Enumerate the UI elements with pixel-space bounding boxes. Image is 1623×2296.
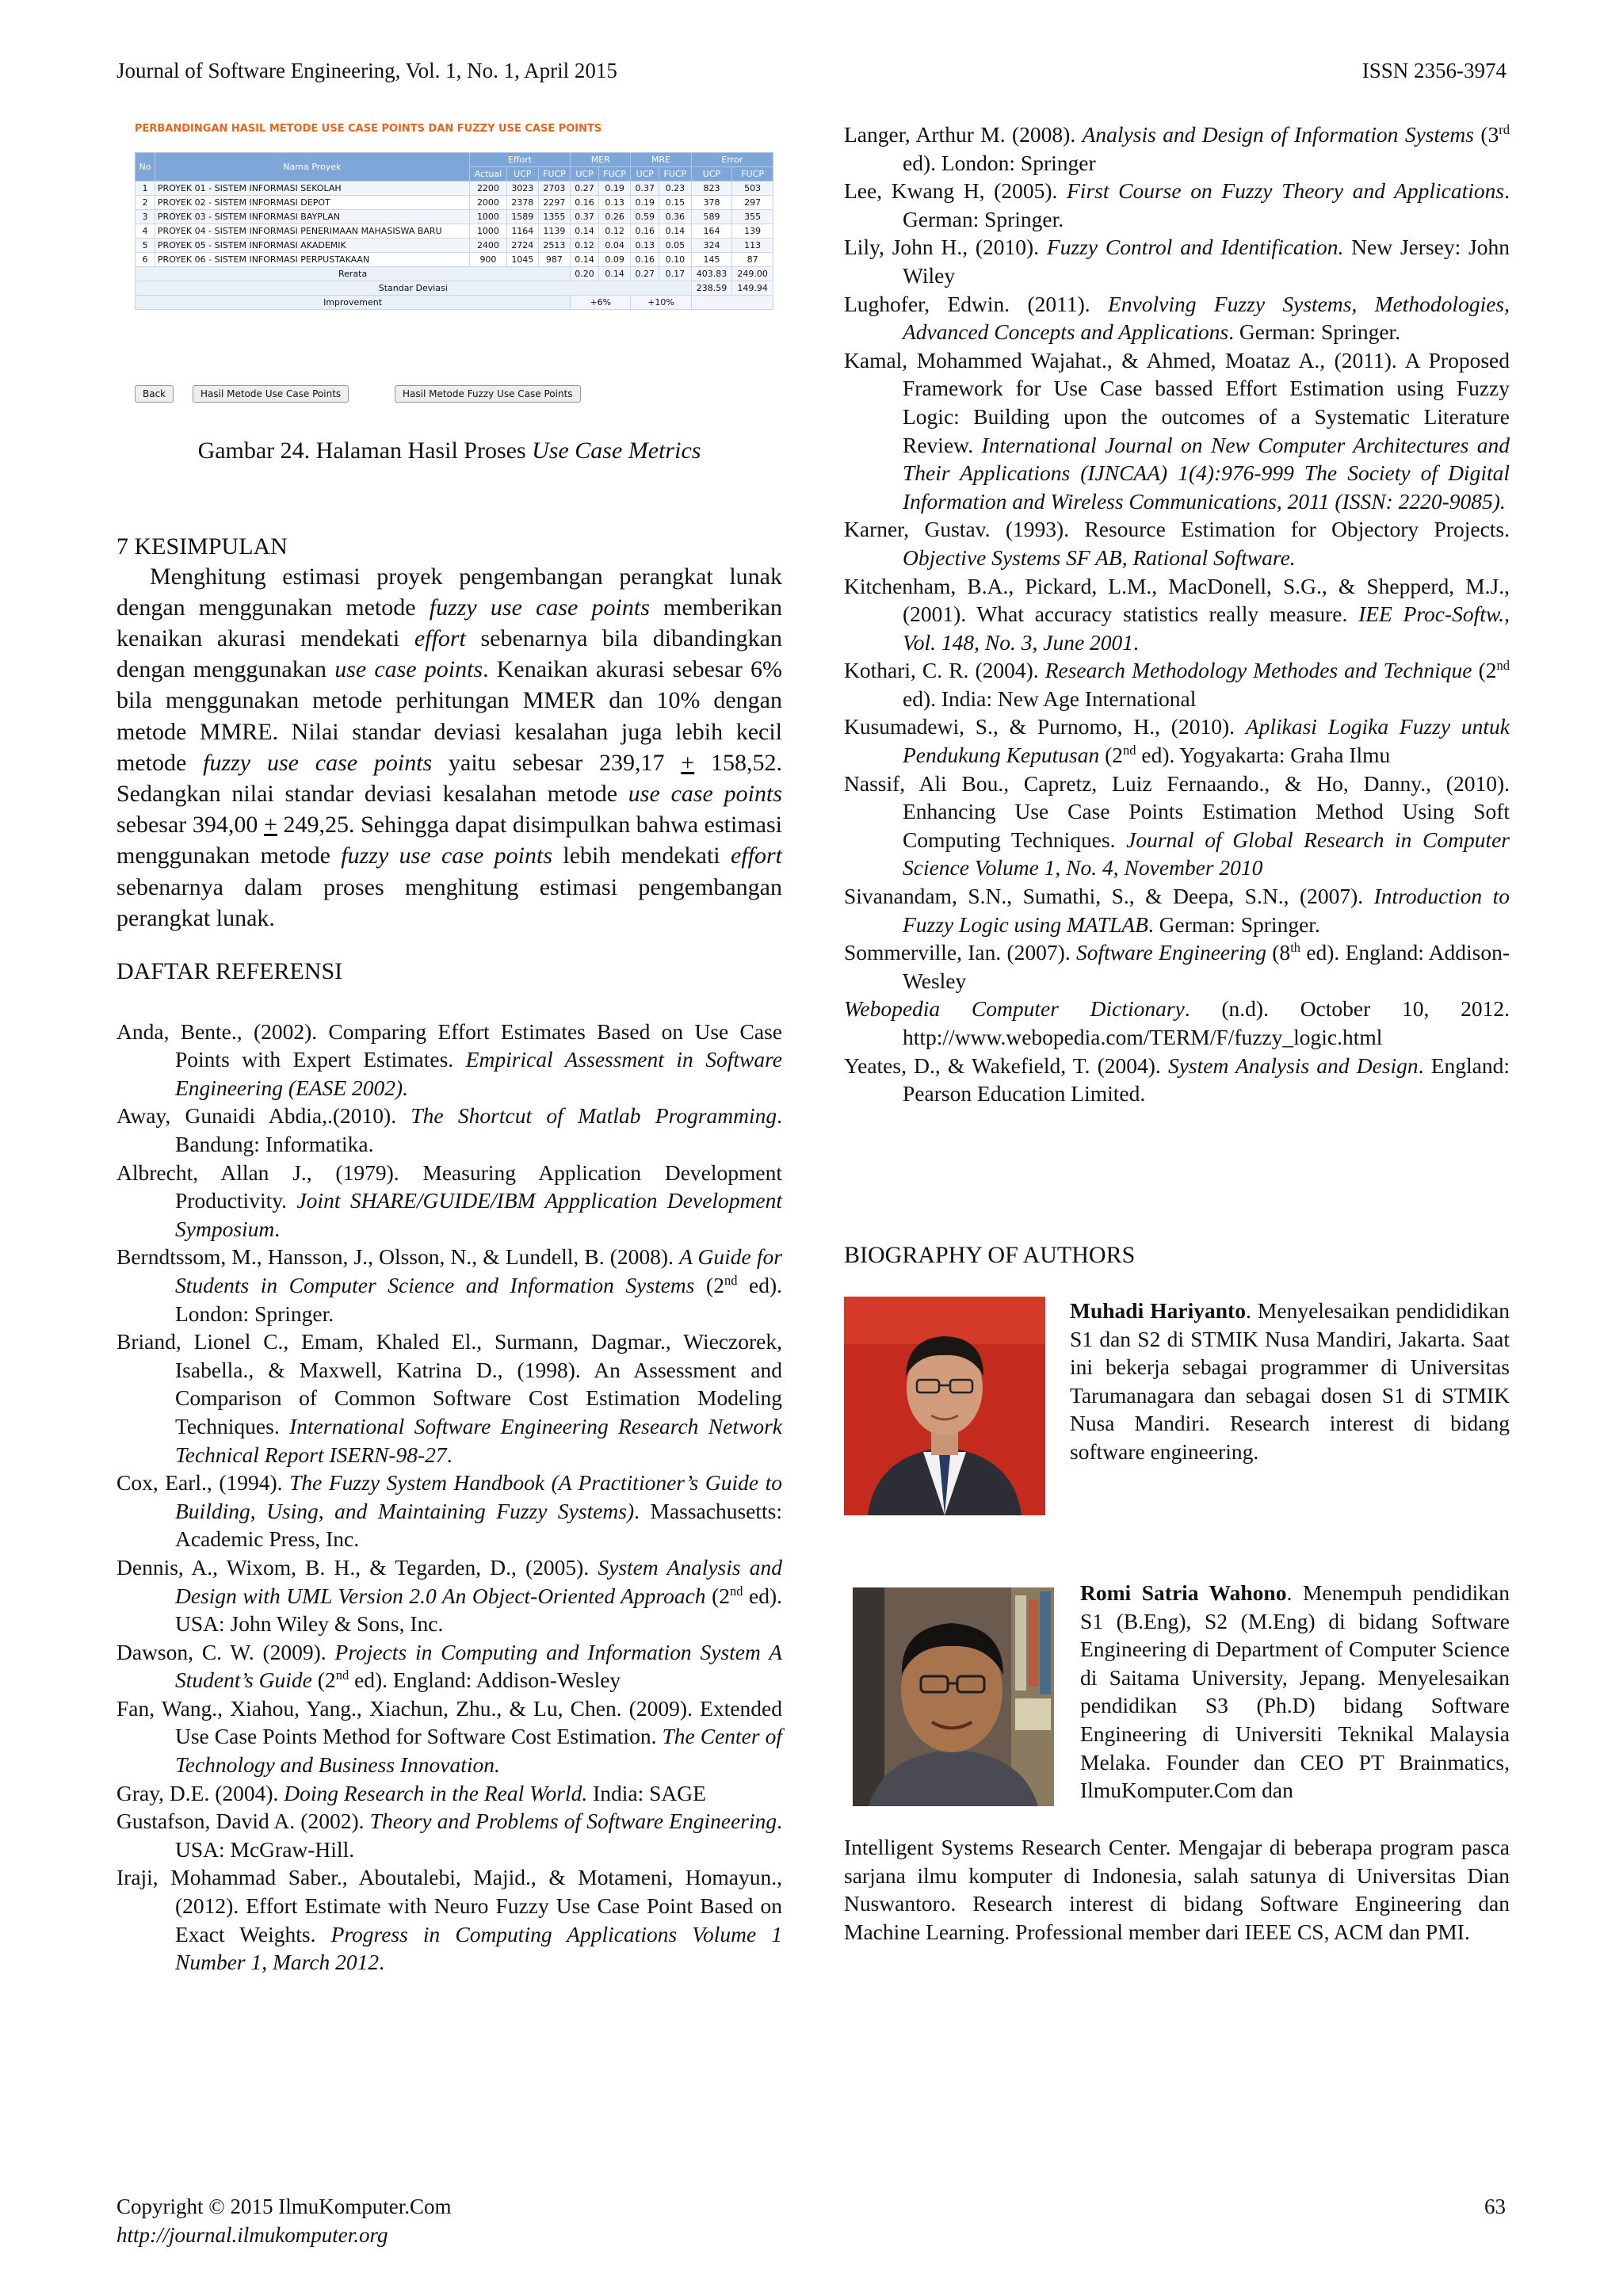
table-cell: 0.12 xyxy=(598,224,631,239)
stdev-val: 238.59 xyxy=(691,281,732,296)
conclusion-paragraph: Menghitung estimasi proyek pengembangan perangkat lunak dengan menggunakan metode fuzzy use case points memberikan kenaikan akurasi mendekati effort sebenarnya bila dibandingkan dengan menggunakan use case points. Kenaikan akurasi sebesar 6% bila menggunakan metode perhitungan MMER dan 10% dengan metode MMRE. Nilai standar deviasi kesalahan juga lebih kecil metode fuzzy use case points yaitu sebesar 239,17 + 158,52. Sedangkan nilai standar deviasi kesalahan metode use case points sebesar 394,00 + 249,25. Sehingga dapat disimpulkan bahwa estimasi menggunakan metode fuzzy use case points lebih mendekati effort sebenarnya dalam proses menghitung estimasi pengembangan perangkat lunak. xyxy=(116,563,783,931)
table-cell: PROYEK 05 - SISTEM INFORMASI AKADEMIK xyxy=(155,239,469,253)
stdev-label: Standar Deviasi xyxy=(136,281,692,296)
table-cell: 0.10 xyxy=(659,253,692,267)
reference: Kamal, Mohammed Wajahat., & Ahmed, Moataz A., (2011). A Proposed Framework for Use Case bassed Effort Estimation using Fuzzy Logic: Building upon the outcomes of a Systematic Literature Review. International Journal on New Computer Architectures and Their Applications (IJNCAA) 1(4):976-999 The Society of Digital Information and Wireless Communications, 2011 (ISSN: 2220-9085). xyxy=(844,347,1510,514)
right-column xyxy=(844,120,1510,1108)
table-cell: PROYEK 04 - SISTEM INFORMASI PENERIMAAN MAHASISWA BARU xyxy=(155,224,469,239)
table-row xyxy=(136,239,773,253)
bio-muhadi-text: Muhadi Hariyanto. Menyelesaikan pendididikan S1 dan S2 di STMIK Nusa Mandiri, Jakarta. Saat ini bekerja sebagai programmer di Universitas Tarumanagara dan sebagai dosen S1 di STMIK Nusa Mandiri. Research interest di bidang software engineering. xyxy=(1070,1298,1510,1464)
th-actual: Actual xyxy=(469,167,506,181)
table-cell: 0.13 xyxy=(631,239,659,253)
table-cell: 0.14 xyxy=(659,224,692,239)
table-cell: 297 xyxy=(732,196,773,210)
table-cell: PROYEK 03 - SISTEM INFORMASI BAYPLAN xyxy=(155,210,469,224)
table-cell: 87 xyxy=(732,253,773,267)
th-err-fucp: FUCP xyxy=(732,167,773,181)
table-cell: 589 xyxy=(691,210,732,224)
table-cell: 503 xyxy=(732,181,773,196)
table-cell: 0.19 xyxy=(598,181,631,196)
reference: Lee, Kwang H, (2005). First Course on Fuzzy Theory and Applications. German: Springer. xyxy=(844,178,1510,231)
table-cell: 823 xyxy=(691,181,732,196)
rerata-label: Rerata xyxy=(136,267,571,281)
table-cell: 164 xyxy=(691,224,732,239)
table-cell: 2724 xyxy=(506,239,538,253)
bio-romi-bottom xyxy=(844,1833,1510,1946)
th-mer-ucp: UCP xyxy=(571,167,599,181)
th-fucp: FUCP xyxy=(538,167,571,181)
table-cell: 1 xyxy=(136,181,155,196)
table-cell: 0.16 xyxy=(631,224,659,239)
table-cell: 1589 xyxy=(506,210,538,224)
table-cell: 987 xyxy=(538,253,571,267)
table-cell: 2513 xyxy=(538,239,571,253)
reference: Iraji, Mohammad Saber., Aboutalebi, Majid., & Motameni, Homayun., (2012). Effort Estimate with Neuro Fuzzy Use Case Point Based on Exact Weights. Progress in Computing Applications Volume 1 Number 1, March 2012. xyxy=(116,1865,783,1975)
reference: Nassif, Ali Bou., Capretz, Luiz Fernaando., & Ho, Danny., (2010). Enhancing Use Case Points Estimation Method Using Soft Computing Techniques. Journal of Global Research in Computer Science Volume 1, No. 4, November 2010 xyxy=(844,770,1510,881)
rerata-val: 0.20 xyxy=(571,267,599,281)
table-cell: 0.23 xyxy=(659,181,692,196)
table-cell: 2378 xyxy=(506,196,538,210)
table-row xyxy=(136,253,773,267)
reference: Gray, D.E. (2004). Doing Research in the Real World. India: SAGE xyxy=(116,1780,706,1805)
table-cell: 1164 xyxy=(506,224,538,239)
reference: Kusumadewi, S., & Purnomo, H., (2010). Aplikasi Logika Fuzzy untuk Pendukung Keputusan (2nd ed). Yogyakarta: Graha Ilmu xyxy=(844,714,1510,768)
th-mre: MRE xyxy=(631,153,691,167)
reference: Karner, Gustav. (1993). Resource Estimation for Objectory Projects. Objective Systems SF AB, Rational Software. xyxy=(844,517,1510,570)
table-cell: 0.15 xyxy=(659,196,692,210)
table-cell: 2000 xyxy=(469,196,506,210)
references-title: DAFTAR REFERENSI xyxy=(116,958,343,985)
table-cell: 0.14 xyxy=(571,253,599,267)
reference: Kitchenham, B.A., Pickard, L.M., MacDonell, S.G., & Shepperd, M.J., (2001). What accuracy statistics really measure. IEE Proc-Softw., Vol. 148, No. 3, June 2001. xyxy=(844,573,1510,655)
reference: Briand, Lionel C., Emam, Khaled El., Surmann, Dagmar., Wieczorek, Isabella., & Maxwell, Katrina D., (1998). An Assessment and Comparison of Common Software Cost Estimation Modeling Techniques. International Software Engineering Research Network Technical Report ISERN-98-27. xyxy=(116,1329,782,1467)
table-cell: 355 xyxy=(732,210,773,224)
reference: Gustafson, David A. (2002). Theory and Problems of Software Engineering. USA: McGraw-Hill. xyxy=(116,1809,783,1862)
issn-header: ISSN 2356-3974 xyxy=(1361,59,1507,82)
table-cell: 3023 xyxy=(506,181,538,196)
stdev-val: 149.94 xyxy=(732,281,773,296)
table-row xyxy=(136,196,773,210)
table-cell: 0.14 xyxy=(571,224,599,239)
table-cell: 0.12 xyxy=(571,239,599,253)
table-cell: 4 xyxy=(136,224,155,239)
table-cell: PROYEK 06 - SISTEM INFORMASI PERPUSTAKAAN xyxy=(155,253,469,267)
reference: Berndtssom, M., Hansson, J., Olsson, N., & Lundell, B. (2008). A Guide for Students in Computer Science and Information Systems (2nd ed). London: Springer. xyxy=(116,1244,782,1326)
figure-ucp-results xyxy=(133,113,773,418)
reference: Sivanandam, S.N., Sumathi, S., & Deepa, S.N., (2007). Introduction to Fuzzy Logic using MATLAB. German: Springer. xyxy=(844,884,1510,937)
table-cell: 0.26 xyxy=(598,210,631,224)
reference: Lughofer, Edwin. (2011). Envolving Fuzzy Systems, Methodologies, Advanced Concepts and Applications. German: Springer. xyxy=(844,291,1510,345)
table-cell: 2400 xyxy=(469,239,506,253)
journal-url[interactable]: http://journal.ilmukomputer.org xyxy=(116,2223,388,2247)
reference: Yeates, D., & Wakefield, T. (2004). System Analysis and Design. England: Pearson Education Limited. xyxy=(844,1052,1510,1106)
table-cell: 0.37 xyxy=(571,210,599,224)
biography-title: BIOGRAPHY OF AUTHORS xyxy=(844,1242,1136,1268)
table-cell: 1139 xyxy=(538,224,571,239)
table-cell: 0.16 xyxy=(571,196,599,210)
table-cell: 139 xyxy=(732,224,773,239)
table-cell: 2 xyxy=(136,196,155,210)
bio-romi-text-2: Intelligent Systems Research Center. Mengajar di beberapa program pasca sarjana ilmu komputer di Indonesia, salah satunya di Universitas Dian Nuswantoro. Research interest di bidang Software Engineering dan Machine Learning. Professional member dari IEEE CS, ACM dan PMI. xyxy=(844,1835,1510,1944)
reference: Dawson, C. W. (2009). Projects in Computing and Information System A Student’s Guide (2nd ed). England: Addison-Wesley xyxy=(116,1639,782,1693)
page-number: 63 xyxy=(1484,2195,1506,2218)
improvement-mer: +6% xyxy=(571,296,631,310)
table-cell: PROYEK 02 - SISTEM INFORMASI DEPOT xyxy=(155,196,469,210)
journal-header: Journal of Software Engineering, Vol. 1, No. 1, April 2015 xyxy=(116,59,617,82)
th-ucp: UCP xyxy=(506,167,538,181)
bio-romi-top xyxy=(1080,1579,1510,1805)
reference: Lily, John H., (2010). Fuzzy Control and Identification. New Jersey: John Wiley xyxy=(844,235,1510,288)
table-cell: 324 xyxy=(691,239,732,253)
th-mer: MER xyxy=(571,153,631,167)
table-cell: 0.37 xyxy=(631,181,659,196)
reference: Webopedia Computer Dictionary. (n.d). October 10, 2012. http://www.webopedia.com/TERM/F/fuzzy_logic.html xyxy=(844,996,1510,1049)
table-cell: 1000 xyxy=(469,224,506,239)
table-cell: 0.59 xyxy=(631,210,659,224)
table-cell: 2200 xyxy=(469,181,506,196)
th-mre-fucp: FUCP xyxy=(659,167,692,181)
table-cell: 0.13 xyxy=(598,196,631,210)
left-column xyxy=(116,533,782,1977)
table-cell: 0.16 xyxy=(631,253,659,267)
bio-muhadi xyxy=(1070,1297,1510,1466)
rerata-val: 0.27 xyxy=(631,267,659,281)
table-cell: 2297 xyxy=(538,196,571,210)
reference: Sommerville, Ian. (2007). Software Engineering (8th ed). England: Addison-Wesley xyxy=(844,940,1510,993)
improvement-mre: +10% xyxy=(631,296,691,310)
results-table xyxy=(135,152,773,310)
table-row xyxy=(136,224,773,239)
table-cell: 0.05 xyxy=(659,239,692,253)
table-cell: 145 xyxy=(691,253,732,267)
improvement-label: Improvement xyxy=(136,296,571,310)
reference: Cox, Earl., (1994). The Fuzzy System Handbook (A Practitioner’s Guide to Building, Using, and Maintaining Fuzzy Systems). Massachusetts: Academic Press, Inc. xyxy=(116,1470,782,1552)
reference: Dennis, A., Wixom, B. H., & Tegarden, D., (2005). System Analysis and Design with UML Version 2.0 An Object-Oriented Approach (2nd ed). USA: John Wiley & Sons, Inc. xyxy=(116,1554,782,1637)
table-cell: 1045 xyxy=(506,253,538,267)
table-cell: 0.36 xyxy=(659,210,692,224)
footer-left xyxy=(116,2192,452,2249)
ui-title: PERBANDINGAN HASIL METODE USE CASE POINTS DAN FUZZY USE CASE POINTS xyxy=(135,123,602,135)
table-cell: 5 xyxy=(136,239,155,253)
th-no: No xyxy=(136,153,155,181)
bio-romi-text-1: Romi Satria Wahono. Menempuh pendidikan S1 (B.Eng), S2 (M.Eng) di bidang Software Engineering di Department of Computer Science di Saitama University, Jepang. Menyelesaikan pendidikan S3 (Ph.D) bidang Software Engineering di Universiti Teknikal Malaysia Melaka. Founder dan CEO PT Brainmatics, IlmuKomputer.Com dan xyxy=(1080,1580,1510,1803)
reference: Away, Gunaidi Abdia,.(2010). The Shortcut of Matlab Programming. Bandung: Informatika. xyxy=(116,1103,783,1156)
reference: Kothari, C. R. (2004). Research Methodology Methodes and Technique (2nd ed). India: New Age International xyxy=(844,658,1510,711)
table-cell: PROYEK 01 - SISTEM INFORMASI SEKOLAH xyxy=(155,181,469,196)
table-row xyxy=(136,181,773,196)
table-row xyxy=(136,210,773,224)
table-cell: 0.04 xyxy=(598,239,631,253)
table-cell: 0.27 xyxy=(571,181,599,196)
reference: Albrecht, Allan J., (1979). Measuring Application Development Productivity. Joint SHARE/GUIDE/IBM Appplication Development Symposium. xyxy=(116,1159,782,1241)
author-photo-muhadi xyxy=(844,1297,1045,1515)
reference: Anda, Bente., (2002). Comparing Effort Estimates Based on Use Case Points with Expert Estimates. Empirical Assessment in Software Engineering (EASE 2002). xyxy=(116,1018,782,1100)
table-cell: 900 xyxy=(469,253,506,267)
reference: Fan, Wang., Xiahou, Yang., Xiachun, Zhu., & Lu, Chen. (2009). Extended Use Case Points Method for Software Cost Estimation. The Center of Technology and Business Innovation. xyxy=(116,1695,782,1778)
rerata-val: 0.14 xyxy=(598,267,631,281)
rerata-val: 249.00 xyxy=(732,267,773,281)
rerata-val: 0.17 xyxy=(659,267,692,281)
table-cell: 113 xyxy=(732,239,773,253)
reference: Langer, Arthur M. (2008). Analysis and Design of Information Systems (3rd ed). London: Springer xyxy=(844,121,1510,175)
fucp-result-button[interactable]: Hasil Metode Fuzzy Use Case Points xyxy=(395,385,581,403)
table-cell: 1000 xyxy=(469,210,506,224)
table-cell: 0.09 xyxy=(598,253,631,267)
table-cell: 3 xyxy=(136,210,155,224)
ucp-result-button[interactable]: Hasil Metode Use Case Points xyxy=(193,385,349,403)
table-cell: 2703 xyxy=(538,181,571,196)
th-mre-ucp: UCP xyxy=(631,167,659,181)
th-name: Nama Proyek xyxy=(155,153,469,181)
author-photo-romi xyxy=(853,1587,1054,1806)
table-cell: 378 xyxy=(691,196,732,210)
th-error: Error xyxy=(691,153,773,167)
th-err-ucp: UCP xyxy=(691,167,732,181)
table-cell: 0.19 xyxy=(631,196,659,210)
table-cell: 6 xyxy=(136,253,155,267)
rerata-val: 403.83 xyxy=(691,267,732,281)
figure-caption: Gambar 24. Halaman Hasil Proses Use Case Metrics xyxy=(197,437,701,464)
th-mer-fucp: FUCP xyxy=(598,167,631,181)
th-effort: Effort xyxy=(469,153,570,167)
copyright: Copyright © 2015 IlmuKomputer.Com xyxy=(116,2195,452,2218)
table-cell: 1355 xyxy=(538,210,571,224)
section-7-title: 7 KESIMPULAN xyxy=(116,533,288,560)
back-button[interactable]: Back xyxy=(135,385,174,403)
